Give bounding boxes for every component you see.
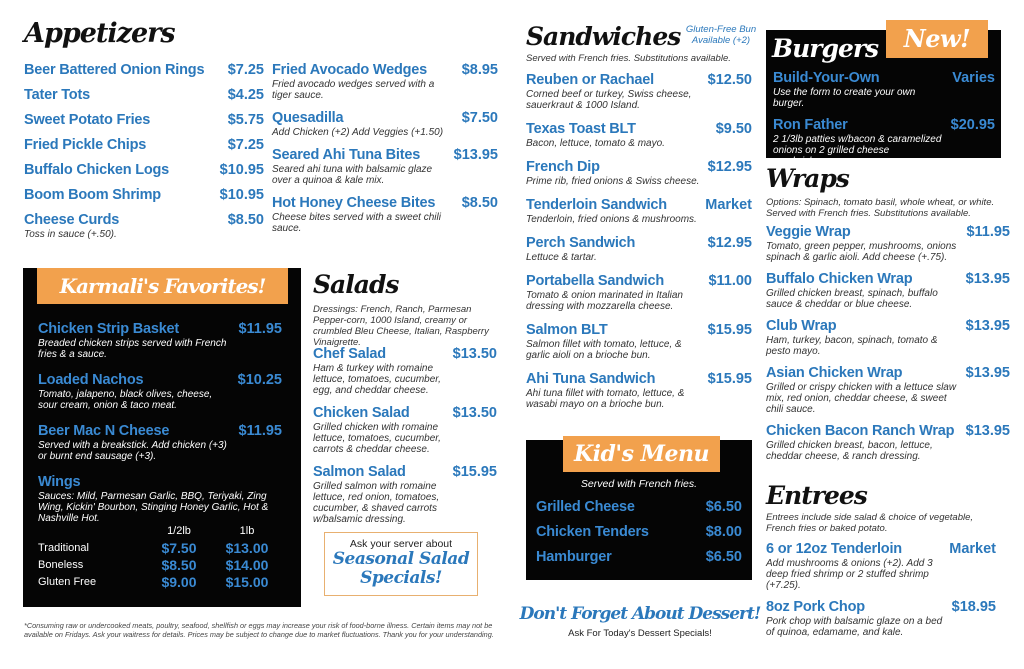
item-price: $12.95 [707, 235, 752, 251]
wraps-title: Wraps [766, 164, 849, 193]
item-description: Toss in sauce (+.50). [24, 229, 117, 240]
menu-item [24, 187, 264, 212]
item-name: Ahi Tuna Sandwich [526, 371, 656, 387]
item-header [272, 62, 498, 79]
item-name: Tenderloin Sandwich [526, 197, 667, 213]
menu-item [766, 365, 1010, 415]
item-price: $5.75 [227, 112, 264, 128]
menu-item [24, 62, 264, 87]
item-price: $6.50 [705, 499, 742, 515]
item-price: $11.95 [966, 224, 1010, 240]
item-name: Veggie Wrap [766, 224, 851, 240]
menu-item [526, 273, 752, 312]
menu-item [313, 346, 497, 396]
item-description: Seared ahi tuna with balsamic glaze over a quinoa & kale mix. [272, 164, 433, 186]
item-price: $8.00 [705, 524, 742, 540]
item-description: Bacon, lettuce, tomato & mayo. [526, 138, 665, 149]
salads-note: Dressings: French, Ranch, Parmesan Pepper-corn, 1000 Island, creamy or crumbled Bleu Cheese, Italian, Raspberry Vinaigrette. [313, 304, 489, 348]
item-price: $6.50 [705, 549, 742, 565]
item-description: 2 1/3lb patties w/bacon & caramelized onions on 2 grilled cheese sandwiches. [773, 134, 942, 167]
menu-item [313, 464, 497, 525]
item-header [24, 137, 264, 154]
gluten-free-note: Gluten-Free Bun Available (+2) [685, 24, 757, 46]
entrees-list [766, 541, 996, 646]
item-description: Add Chicken (+2) Add Veggies (+1.50) [272, 127, 444, 138]
item-header [766, 224, 1010, 241]
item-description: Salmon fillet with tomato, lettuce, & garlic aioli on a brioche bun. [526, 339, 682, 361]
dessert-title: Don't Forget About Dessert! [519, 604, 761, 624]
item-header [526, 322, 752, 339]
menu-item [24, 137, 264, 162]
item-header [313, 405, 497, 422]
menu-item [526, 159, 752, 187]
item-header [24, 212, 264, 229]
wings-price: $15.00 [225, 573, 269, 590]
item-description: Grilled chicken with romaine lettuce, tomatoes, cucumber, carrots & cheddar cheese. [313, 422, 441, 455]
menu-item [526, 371, 752, 410]
wings-price: $13.00 [225, 539, 269, 556]
item-description: Pork chop with balsamic glaze on a bed of quinoa, edamame, and kale. [766, 616, 943, 638]
menu-item [24, 112, 264, 137]
item-price: Market [949, 541, 996, 557]
item-name: 6 or 12oz Tenderloin [766, 541, 902, 557]
item-description: Ham & turkey with romaine lettuce, tomatoes, cucumber, egg, and cheddar cheese. [313, 363, 441, 396]
item-description: Tenderloin, fried onions & mushrooms. [526, 214, 697, 225]
item-description: Breaded chicken strips served with French fries & a sauce. [38, 338, 227, 360]
item-name: Fried Pickle Chips [24, 137, 147, 153]
item-name: Club Wrap [766, 318, 837, 334]
wings-price: $7.50 [161, 539, 197, 556]
wings-header-full: 1lb [239, 524, 255, 537]
seasonal-small: Ask your server about [349, 538, 453, 550]
item-price: $10.95 [219, 187, 264, 203]
menu-item [272, 195, 498, 234]
item-name: Wings [38, 474, 81, 490]
wings-row [38, 556, 281, 573]
item-name: Reuben or Rachael [526, 72, 654, 88]
menu-item [766, 318, 1010, 357]
item-header [38, 474, 282, 491]
item-header [526, 235, 752, 252]
item-header [24, 112, 264, 129]
item-description: Fried avocado wedges served with a tiger sauce. [272, 79, 435, 101]
item-price: $11.00 [708, 273, 752, 289]
burgers-panel [766, 24, 1001, 167]
item-header [24, 87, 264, 104]
item-price: Market [705, 197, 752, 213]
item-header [24, 187, 264, 204]
menu-item [24, 87, 264, 112]
item-header [526, 273, 752, 290]
item-price: $13.95 [965, 423, 1010, 439]
item-header [766, 423, 1010, 440]
item-price: $11.95 [238, 423, 282, 439]
item-price: $11.95 [238, 321, 282, 337]
menu-item [766, 599, 996, 638]
favorites-list [38, 321, 282, 536]
item-header [272, 110, 498, 127]
menu-item [766, 224, 1010, 263]
sandwiches-note: Served with French fries. Substitutions available. [526, 53, 731, 64]
item-description: Cheese bites served with a sweet chili sauce. [272, 212, 441, 234]
item-description: Grilled salmon with romaine lettuce, red onion, tomatoes, cucumber, & shaved carrots w/balsamic dressing. [313, 481, 440, 525]
item-price: $7.25 [227, 62, 264, 78]
item-header [38, 423, 282, 440]
seasonal-big: Seasonal Salad Specials! [332, 549, 470, 588]
kids-note: Served with French fries. [580, 478, 698, 490]
item-description: Served with a breakstick. Add chicken (+3) or burnt end sausage (+3). [38, 440, 227, 462]
menu-item [766, 423, 1010, 462]
item-description: Sauces: Mild, Parmesan Garlic, BBQ, Teriyaki, Zing Wing, Kickin' Bourbon, Stinging Honey Garlic, Hot & Nashville Hot. [38, 491, 269, 524]
item-header [536, 524, 742, 541]
item-description: Corned beef or turkey, Swiss cheese, sauerkraut & 1000 Island. [526, 89, 692, 111]
item-name: Hamburger [536, 549, 612, 565]
item-price: $13.95 [453, 147, 498, 163]
item-description: Ham, turkey, bacon, spinach, tomato & pesto mayo. [766, 335, 938, 357]
item-header [38, 372, 282, 389]
item-header [766, 271, 1010, 288]
item-price: Varies [952, 70, 995, 86]
menu-item [38, 372, 282, 411]
item-header [272, 195, 498, 212]
item-price: $13.50 [452, 346, 497, 362]
item-name: Cheese Curds [24, 212, 120, 228]
salads-list [313, 346, 497, 534]
menu-item [766, 271, 1010, 310]
item-description: Tomato, jalapeno, black olives, cheese, sour cream, onion & taco meat. [38, 389, 213, 411]
appetizers-list-2 [272, 62, 498, 243]
wings-label: Traditional [38, 541, 89, 554]
menu-item [272, 62, 498, 101]
wings-row [38, 573, 281, 590]
item-header [536, 499, 742, 516]
item-name: Fried Avocado Wedges [272, 62, 427, 78]
item-price: $4.25 [227, 87, 264, 103]
menu-item [536, 549, 742, 574]
wings-price: $9.00 [161, 573, 197, 590]
seasonal-salad-callout [324, 532, 478, 596]
item-description: Prime rib, fried onions & Swiss cheese. [526, 176, 700, 187]
menu-item [313, 405, 497, 455]
item-price: $8.50 [227, 212, 264, 228]
item-name: Asian Chicken Wrap [766, 365, 903, 381]
item-header [24, 162, 264, 179]
item-header [38, 321, 282, 338]
item-name: Chicken Bacon Ranch Wrap [766, 423, 955, 439]
wings-label: Boneless [38, 558, 84, 571]
entrees-title: Entrees [766, 481, 867, 510]
menu-item [38, 321, 282, 360]
item-name: Chicken Strip Basket [38, 321, 180, 337]
menu-item [773, 117, 995, 167]
item-header [313, 464, 497, 481]
item-header [766, 318, 1010, 335]
item-header [766, 365, 1010, 382]
wings-price: $14.00 [225, 556, 269, 573]
menu-item [526, 121, 752, 149]
item-name: Seared Ahi Tuna Bites [272, 147, 421, 163]
item-name: Boom Boom Shrimp [24, 187, 161, 203]
appetizers-list [24, 62, 264, 240]
item-name: Build-Your-Own [773, 70, 880, 86]
item-name: Perch Sandwich [526, 235, 636, 251]
wraps-list [766, 224, 1010, 470]
item-description: Tomato & onion marinated in Italian dressing with mozzarella cheese. [526, 290, 683, 312]
item-price: $20.95 [950, 117, 995, 133]
item-price: $9.50 [715, 121, 752, 137]
item-description: Add mushrooms & onions (+2). Add 3 deep fried shrimp or 2 stuffed shrimp (+7.25). [766, 558, 933, 591]
menu-item [526, 72, 752, 111]
item-header [526, 159, 752, 176]
item-name: Buffalo Chicken Logs [24, 162, 170, 178]
menu-item [526, 197, 752, 225]
item-name: 8oz Pork Chop [766, 599, 865, 615]
item-header [773, 117, 995, 134]
item-header [773, 70, 995, 87]
item-description: Use the form to create your own burger. [773, 87, 916, 109]
kids-list [536, 499, 742, 574]
item-description: Grilled chicken breast, bacon, lettuce, cheddar cheese, & ranch dressing. [766, 440, 933, 462]
item-header [526, 197, 752, 214]
item-name: Beer Battered Onion Rings [24, 62, 205, 78]
item-price: $12.95 [707, 159, 752, 175]
item-name: Portabella Sandwich [526, 273, 665, 289]
menu-item [536, 524, 742, 549]
menu-item [24, 212, 264, 240]
favorites-title: Karmali's Favorites! [37, 268, 288, 304]
item-name: Chicken Tenders [536, 524, 649, 540]
item-price: $15.95 [707, 371, 752, 387]
menu-item [773, 70, 995, 109]
wings-price-table [38, 522, 281, 590]
wings-label: Gluten Free [38, 575, 97, 588]
item-price: $8.50 [461, 195, 498, 211]
new-badge: New! [886, 20, 988, 58]
burgers-list [773, 70, 995, 175]
item-name: Sweet Potato Fries [24, 112, 151, 128]
item-name: Quesadilla [272, 110, 344, 126]
item-price: $15.95 [707, 322, 752, 338]
sandwiches-list [526, 72, 752, 420]
item-price: $10.25 [237, 372, 282, 388]
footer-disclaimer: *Consuming raw or undercooked meats, poultry, seafood, shellfish or eggs may increase your risk of food-borne illness. Certain items may not be available on Fridays. Ask your waitress for details. Prices may be subject to change due to market fluctuations. Thank you for your understanding. [24, 621, 494, 639]
wraps-note: Options: Spinach, tomato basil, whole wheat, or white. Served with French fries. Substitutions available. [766, 197, 995, 219]
item-header [272, 147, 498, 164]
menu-item [766, 541, 996, 591]
item-price: $13.95 [965, 365, 1010, 381]
item-name: Chicken Salad [313, 405, 410, 421]
item-price: $7.50 [461, 110, 498, 126]
item-price: $7.25 [227, 137, 264, 153]
item-name: Chef Salad [313, 346, 386, 362]
kids-panel [526, 440, 752, 580]
menu-item [526, 322, 752, 361]
appetizers-title: Appetizers [24, 18, 175, 49]
entrees-note: Entrees include side salad & choice of vegetable, French fries or baked potato. [766, 512, 974, 534]
wings-header-half: 1/2lb [167, 524, 191, 537]
menu-item [526, 235, 752, 263]
kids-title: Kid's Menu [563, 436, 720, 472]
item-name: Salmon Salad [313, 464, 406, 480]
item-price: $12.50 [707, 72, 752, 88]
favorites-panel [23, 268, 301, 607]
item-header [313, 346, 497, 363]
item-name: Hot Honey Cheese Bites [272, 195, 436, 211]
item-name: Tater Tots [24, 87, 90, 103]
item-price: $13.50 [452, 405, 497, 421]
menu-item [536, 499, 742, 524]
item-header [24, 62, 264, 79]
item-price: $10.95 [219, 162, 264, 178]
wings-price: $8.50 [161, 556, 197, 573]
dessert-subtitle: Ask For Today's Dessert Specials! [568, 628, 712, 639]
item-header [526, 72, 752, 89]
item-price: $15.95 [452, 464, 497, 480]
item-name: Salmon BLT [526, 322, 608, 338]
item-price: $13.95 [965, 271, 1010, 287]
item-price: $8.95 [461, 62, 498, 78]
item-name: Grilled Cheese [536, 499, 635, 515]
menu-item [38, 474, 282, 524]
item-name: Ron Father [773, 117, 848, 133]
menu-item [272, 110, 498, 138]
item-description: Tomato, green pepper, mushrooms, onions spinach & garlic aioli. Add cheese (+.75). [766, 241, 957, 263]
menu-item [272, 147, 498, 186]
item-description: Ahi tuna fillet with tomato, lettuce, & wasabi mayo on a brioche bun. [526, 388, 685, 410]
item-header [526, 371, 752, 388]
burgers-title: Burgers [772, 34, 879, 63]
item-name: Loaded Nachos [38, 372, 144, 388]
item-header [536, 549, 742, 566]
sandwiches-title: Sandwiches [526, 22, 681, 51]
item-price: $18.95 [951, 599, 996, 615]
item-description: Lettuce & tartar. [526, 252, 597, 263]
item-name: Texas Toast BLT [526, 121, 636, 137]
wings-row [38, 539, 281, 556]
salads-title: Salads [313, 270, 399, 299]
item-header [766, 541, 996, 558]
item-name: Buffalo Chicken Wrap [766, 271, 913, 287]
item-price: $13.95 [965, 318, 1010, 334]
item-description: Grilled or crispy chicken with a lettuce slaw mix, red onion, cheddar cheese, & sweet chili sauce. [766, 382, 957, 415]
item-header [526, 121, 752, 138]
item-name: Beer Mac N Cheese [38, 423, 170, 439]
menu-item [38, 423, 282, 462]
menu-item [24, 162, 264, 187]
item-description: Grilled chicken breast, spinach, buffalo sauce & cheddar or blue cheese. [766, 288, 938, 310]
item-name: French Dip [526, 159, 600, 175]
item-header [766, 599, 996, 616]
